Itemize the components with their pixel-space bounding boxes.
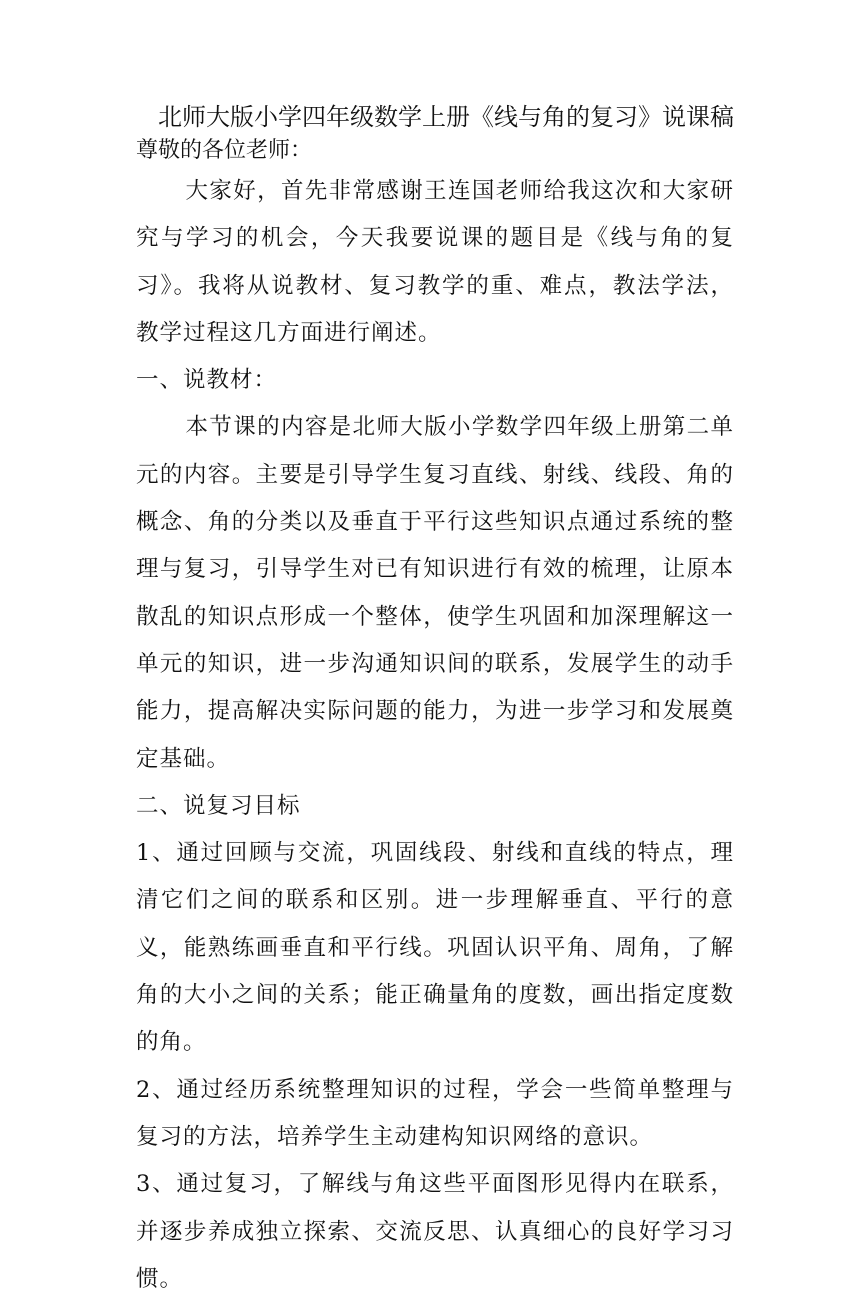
section-heading-textbook: 一、说教材： xyxy=(136,367,278,394)
document-body xyxy=(136,168,734,1303)
goal-item-3: 3、通过复习，了解线与角这些平面图形见得内在联系，并逐步养成独立探索、交流反思、认真细心的良好学习习惯。 xyxy=(136,1171,734,1292)
goal-item-2: 2、通过经历系统整理知识的过程，学会一些简单整理与复习的方法，培养学生主动建构知识网络的意识。 xyxy=(136,1076,734,1150)
goal-item-1: 1、通过回顾与交流，巩固线段、射线和直线的特点，理清它们之间的联系和区别。进一步理解垂直、平行的意义，能熟练画垂直和平行线。巩固认识平角、周角，了解角的大小之间的关系；能正确量角的度数，画出指定度数的角。 xyxy=(136,840,734,1056)
section-heading-goals: 二、说复习目标 xyxy=(136,792,301,819)
paragraph-textbook: 本节课的内容是北师大版小学数学四年级上册第二单元的内容。主要是引导学生复习直线、射线、线段、角的概念、角的分类以及垂直于平行这些知识点通过系统的整理与复习，引导学生对已有知识进行有效的梳理，让原本散乱的知识点形成一个整体，使学生巩固和加深理解这一单元的知识，进一步沟通知识间的联系，发展学生的动手能力，提高解决实际问题的能力，为进一步学习和发展奠定基础。 xyxy=(136,414,734,772)
document-title: 北师大版小学四年级数学上册《线与角的复习》说课稿 xyxy=(158,103,734,131)
paragraph-intro: 大家好，首先非常感谢王连国老师给我这次和大家研究与学习的机会，今天我要说课的题目是《线与角的复习》。我将从说教材、复习教学的重、难点，教法学法，教学过程这几方面进行阐述。 xyxy=(136,178,734,346)
greeting: 尊敬的各位老师： xyxy=(136,138,313,163)
